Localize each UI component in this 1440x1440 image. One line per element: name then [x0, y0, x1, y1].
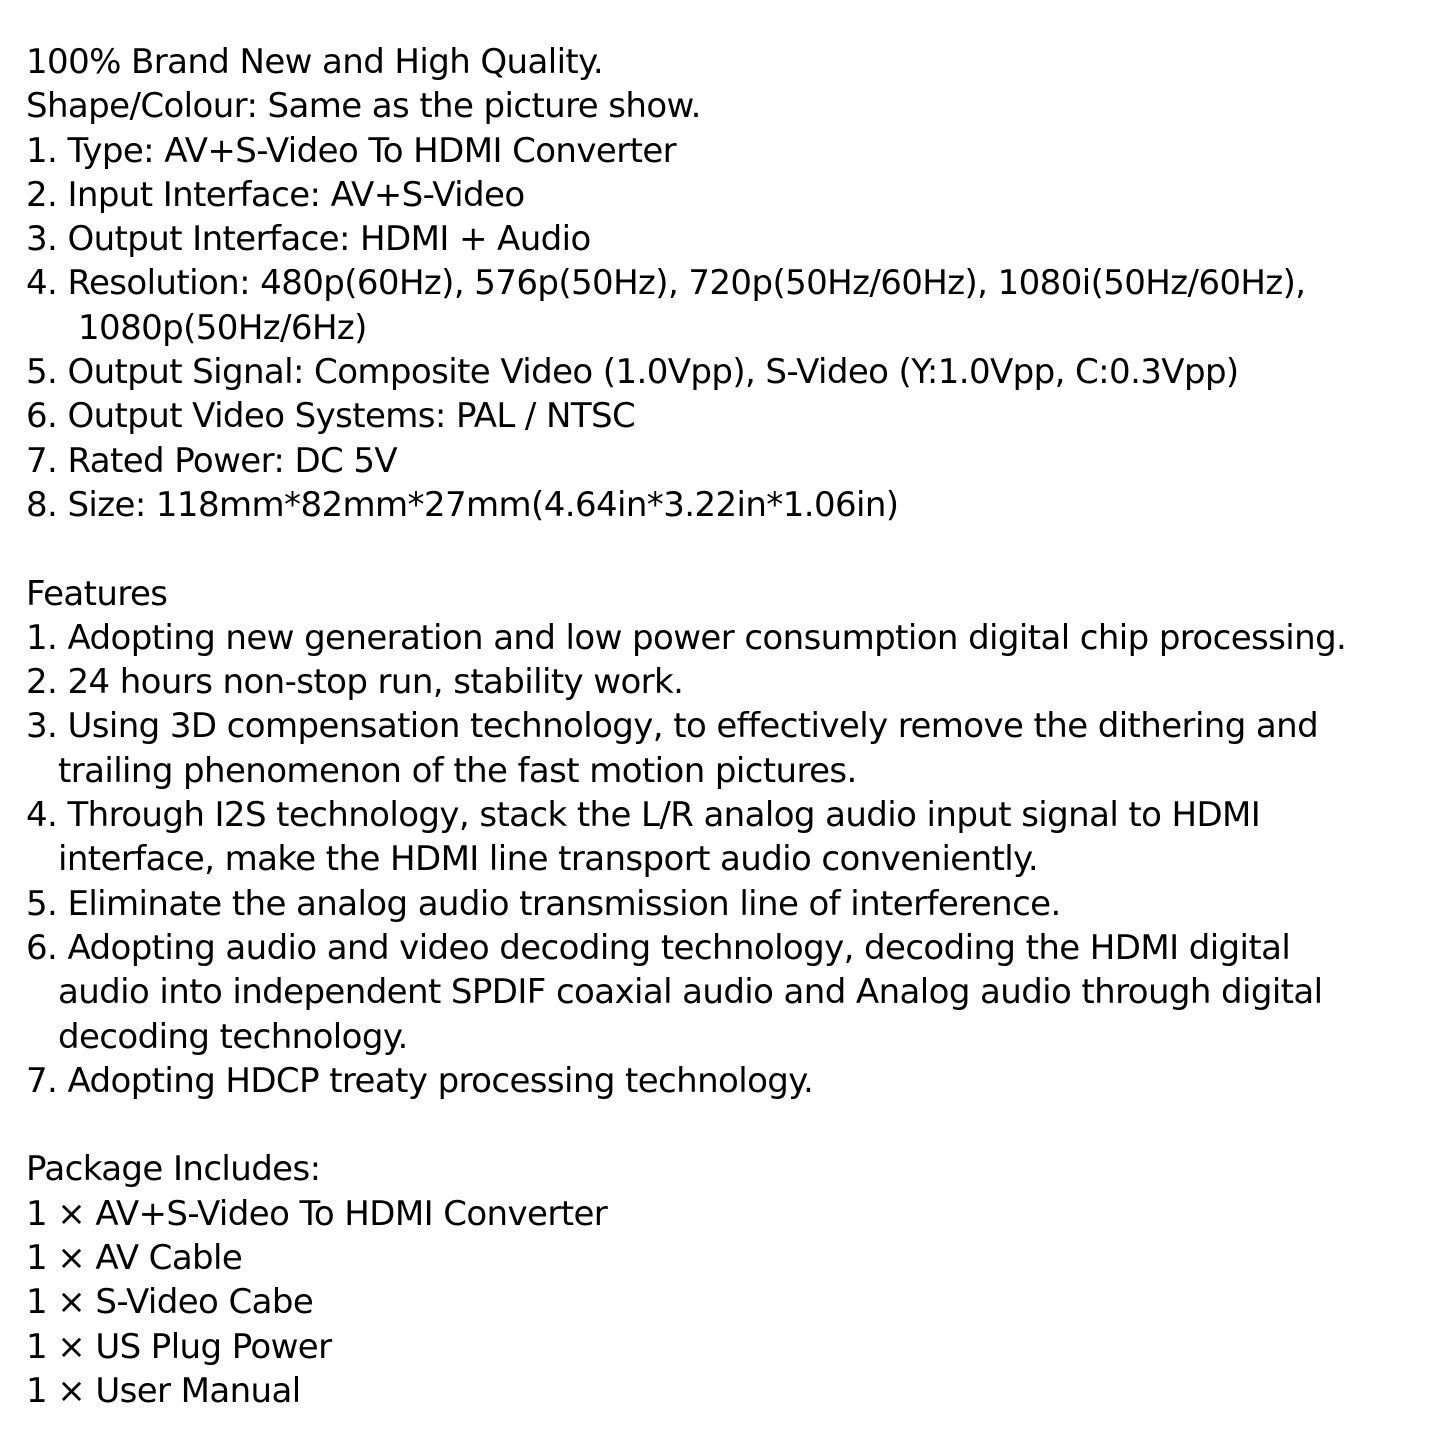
feature-item: 7. Adopting HDCP treaty processing technology. — [26, 1060, 814, 1101]
spec-item: 2. Input Interface: AV+S-Video — [26, 174, 525, 215]
feature-item: 2. 24 hours non-stop run, stability work. — [26, 662, 684, 703]
spacer — [26, 1103, 1426, 1147]
spec-item: 7. Rated Power: DC 5V — [26, 440, 398, 481]
package-item: 1 × AV+S-Video To HDMI Converter — [26, 1193, 608, 1234]
spacer — [26, 527, 1426, 571]
feature-item-continuation: decoding technology. — [58, 1016, 408, 1057]
feature-item: 1. Adopting new generation and low power consumption digital chip processing. — [26, 617, 1347, 658]
spec-item: 1. Type: AV+S-Video To HDMI Converter — [26, 130, 677, 171]
spec-item: 8. Size: 118mm*82mm*27mm(4.64in*3.22in*1.06in) — [26, 484, 899, 525]
package-item: 1 × User Manual — [26, 1370, 301, 1411]
package-item: 1 × S-Video Cabe — [26, 1282, 314, 1323]
feature-item-continuation: interface, make the HDMI line transport audio conveniently. — [58, 839, 1039, 880]
feature-item: 6. Adopting audio and video decoding technology, decoding the HDMI digital — [26, 927, 1291, 968]
shape-colour-line: Shape/Colour: Same as the picture show. — [26, 86, 701, 127]
feature-item: 3. Using 3D compensation technology, to effectively remove the dithering and — [26, 706, 1319, 747]
features-section — [26, 572, 1426, 1104]
spec-item: 6. Output Video Systems: PAL / NTSC — [26, 396, 636, 437]
feature-item: 4. Through I2S technology, stack the L/R analog audio input signal to HDMI — [26, 795, 1261, 836]
product-description — [26, 40, 1426, 1413]
feature-item-continuation: audio into independent SPDIF coaxial audio and Analog audio through digital — [58, 972, 1323, 1013]
spec-item: 4. Resolution: 480p(60Hz), 576p(50Hz), 720p(50Hz/60Hz), 1080i(50Hz/60Hz), — [26, 263, 1306, 304]
spec-item: 3. Output Interface: HDMI + Audio — [26, 219, 591, 260]
package-item: 1 × AV Cable — [26, 1238, 243, 1279]
spec-item-continuation: 1080p(50Hz/6Hz) — [78, 307, 367, 348]
spec-list — [26, 129, 1426, 528]
feature-item-continuation: trailing phenomenon of the fast motion pictures. — [58, 750, 857, 791]
spec-item: 5. Output Signal: Composite Video (1.0Vpp), S-Video (Y:1.0Vpp, C:0.3Vpp) — [26, 352, 1239, 393]
features-heading: Features — [26, 573, 168, 614]
package-section — [26, 1147, 1426, 1413]
package-item: 1 × US Plug Power — [26, 1326, 332, 1367]
package-heading: Package Includes: — [26, 1149, 321, 1190]
feature-item: 5. Eliminate the analog audio transmission line of interference. — [26, 883, 1061, 924]
quality-line: 100% Brand New and High Quality. — [26, 42, 604, 82]
